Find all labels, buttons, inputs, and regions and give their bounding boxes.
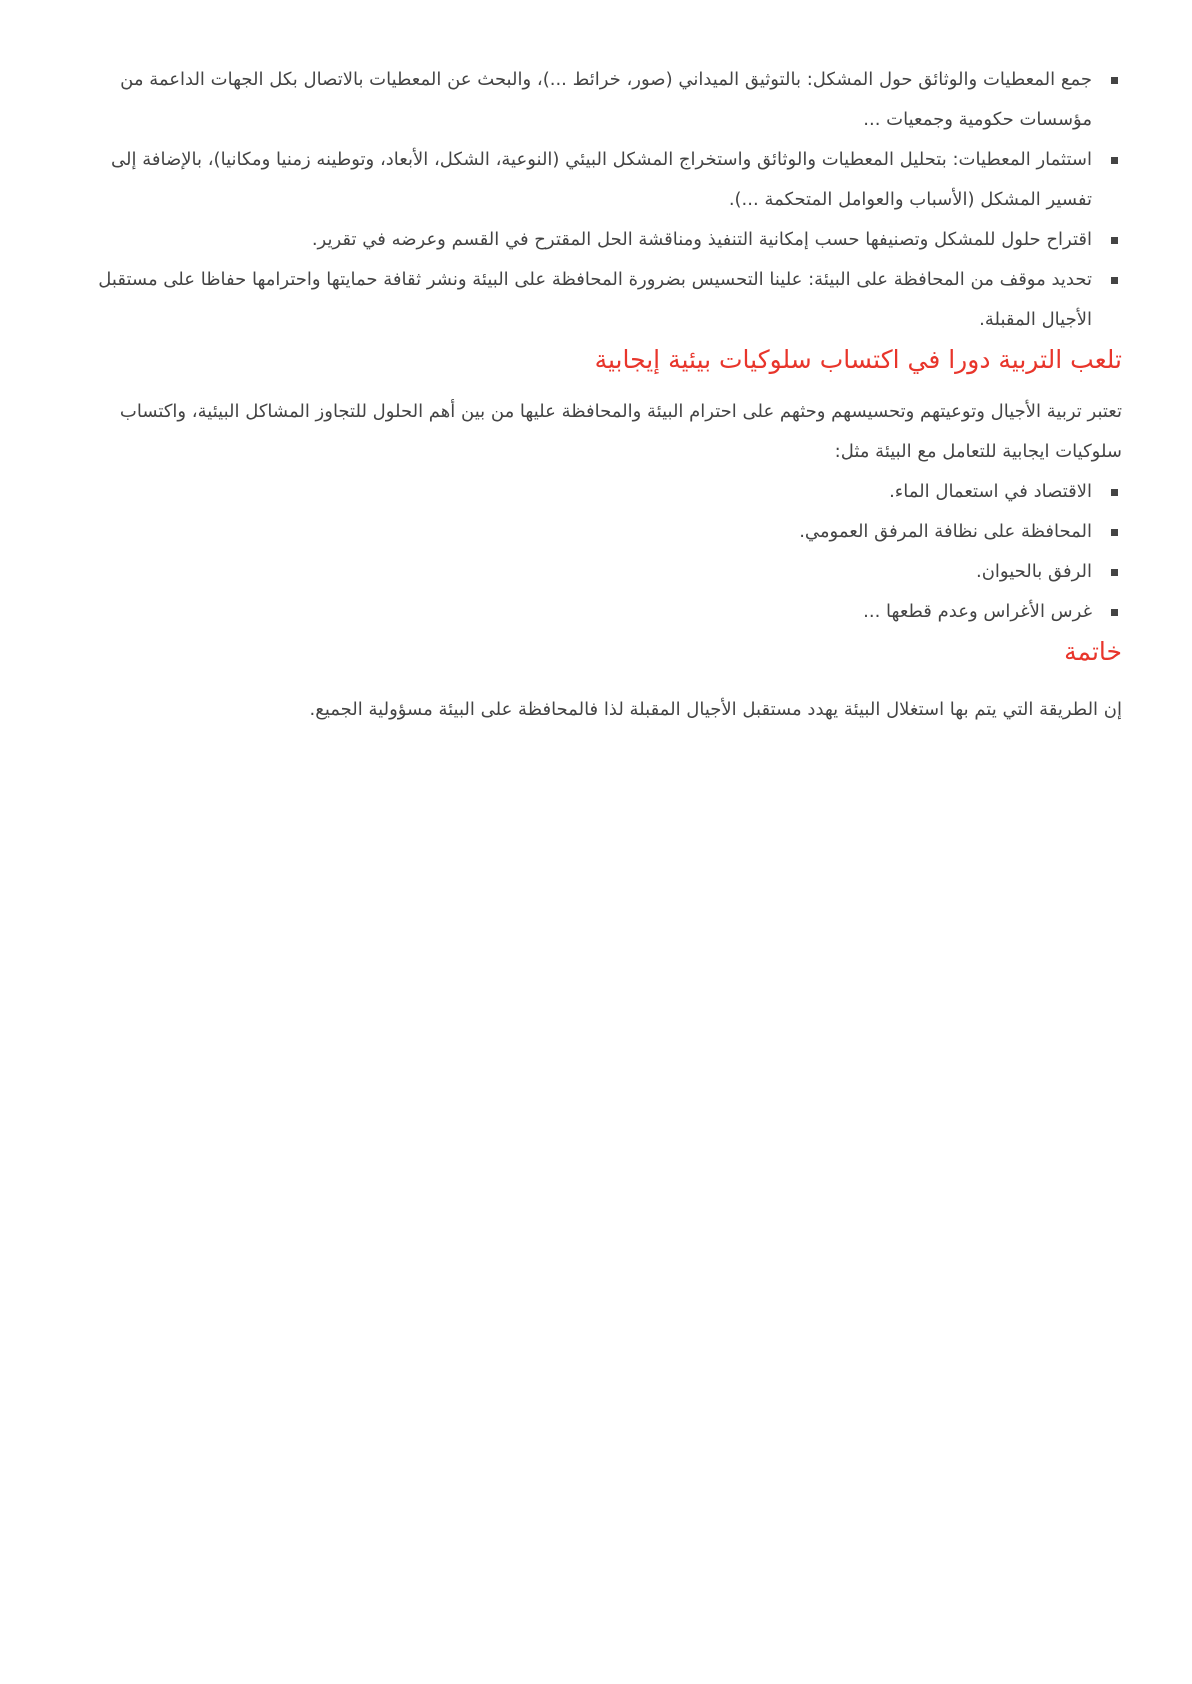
section-heading: تلعب التربية دورا في اكتساب سلوكيات بيئية إيجابية bbox=[594, 345, 1122, 374]
square-bullet-icon bbox=[1111, 157, 1118, 164]
list-item bbox=[70, 592, 1092, 632]
list-item-text: جمع المعطيات والوثائق حول المشكل: بالتوثيق الميداني (صور، خرائط ...)، والبحث عن المعطيات بالاتصال بكل الجهات الداعمة من مؤسسات حكومية وجمعيات ... bbox=[120, 69, 1092, 130]
square-bullet-icon bbox=[1111, 277, 1118, 284]
square-bullet-icon bbox=[1111, 529, 1118, 536]
square-bullet-icon bbox=[1111, 237, 1118, 244]
conclusion-paragraph: إن الطريقة التي يتم بها استغلال البيئة يهدد مستقبل الأجيال المقبلة لذا فالمحافظة على البيئة مسؤولية الجميع. bbox=[309, 699, 1122, 720]
list-item-text: الاقتصاد في استعمال الماء. bbox=[889, 481, 1092, 502]
square-bullet-icon bbox=[1111, 489, 1118, 496]
list-item bbox=[70, 140, 1092, 220]
list-item-text: اقتراح حلول للمشكل وتصنيفها حسب إمكانية التنفيذ ومناقشة الحل المقترح في القسم وعرضه في تقرير. bbox=[311, 229, 1092, 250]
methodology-steps-list bbox=[70, 60, 1122, 340]
conclusion-heading: خاتمة bbox=[1064, 637, 1122, 666]
list-item-text: غرس الأغراس وعدم قطعها ... bbox=[863, 601, 1092, 622]
list-item bbox=[70, 472, 1092, 512]
list-item-text: الرفق بالحيوان. bbox=[975, 561, 1092, 582]
document-page bbox=[70, 60, 1122, 730]
positive-behaviors-list bbox=[70, 472, 1122, 632]
list-item bbox=[70, 512, 1092, 552]
square-bullet-icon bbox=[1111, 569, 1118, 576]
list-item bbox=[70, 260, 1092, 340]
list-item-text: تحديد موقف من المحافظة على البيئة: علينا التحسيس بضرورة المحافظة على البيئة ونشر ثقافة حمايتها واحترامها حفاظا على مستقبل الأجيال المقبلة. bbox=[98, 269, 1092, 330]
section-paragraph: تعتبر تربية الأجيال وتوعيتهم وتحسيسهم وحثهم على احترام البيئة والمحافظة عليها من بين أهم الحلول للتجاوز المشاكل البيئية، واكتساب سلوكيات ايجابية للتعامل مع البيئة مثل: bbox=[119, 401, 1122, 462]
list-item-text: المحافظة على نظافة المرفق العمومي. bbox=[799, 521, 1092, 542]
list-item-text: استثمار المعطيات: بتحليل المعطيات والوثائق واستخراج المشكل البيئي (النوعية، الشكل، الأبعاد، وتوطينه زمنيا ومكانيا)، بالإضافة إلى تفسير المشكل (الأسباب والعوامل المتحكمة ...). bbox=[111, 149, 1092, 210]
square-bullet-icon bbox=[1111, 609, 1118, 616]
list-item bbox=[70, 60, 1092, 140]
list-item bbox=[70, 552, 1092, 592]
list-item bbox=[70, 220, 1092, 260]
square-bullet-icon bbox=[1111, 77, 1118, 84]
